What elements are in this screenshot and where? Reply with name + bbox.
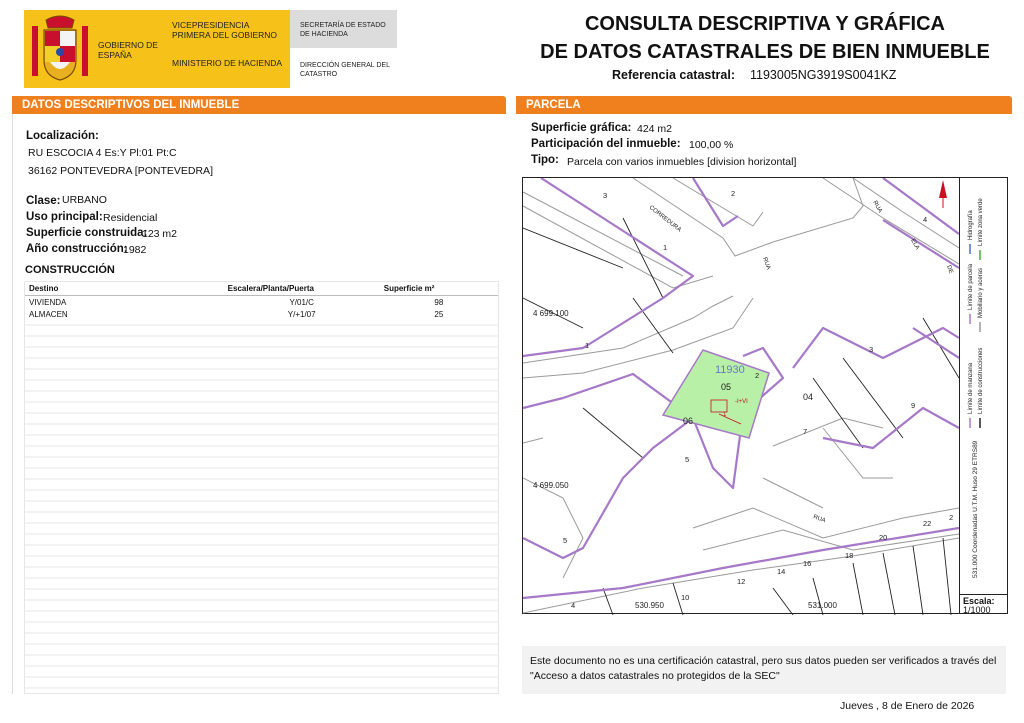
street-de: DE bbox=[945, 264, 954, 275]
sup-grafica-label: Superficie gráfica: bbox=[531, 122, 632, 134]
participacion-label: Participación del inmueble: bbox=[531, 138, 681, 150]
clase-label: Clase: bbox=[26, 195, 61, 207]
legend-coordinates: 531.000 Coordenadas U.T.M. Huso 29 ETRS89 bbox=[972, 440, 979, 578]
document-title bbox=[540, 10, 990, 66]
table-row bbox=[25, 296, 498, 309]
uso-value: Residencial bbox=[103, 212, 158, 224]
edge-number: 22 bbox=[923, 519, 932, 528]
section-bar-datos: DATOS DESCRIPTIVOS DEL INMUEBLE bbox=[12, 96, 506, 114]
mark-ivi: -I+VI bbox=[735, 399, 748, 405]
title-line-1: CONSULTA DESCRIPTIVA Y GRÁFICA bbox=[584, 13, 946, 35]
map-legend bbox=[959, 178, 1008, 594]
subparcel-06: 06 bbox=[683, 416, 694, 426]
dept-direccion: DIRECCIÓN GENERAL DEL CATASTRO bbox=[300, 62, 390, 78]
localizacion-line1: RU ESCOCIA 4 Es:Y Pl:01 Pt:C bbox=[28, 147, 177, 159]
edge-number: 2 bbox=[731, 189, 736, 198]
cell-escalera: Y/01/C bbox=[289, 297, 314, 307]
scale-label: Escala: bbox=[963, 596, 995, 606]
edge-number: 5 bbox=[685, 455, 690, 464]
tipo-value: Parcela con varios inmuebles [division horizontal] bbox=[567, 156, 797, 168]
subparcel-05: 05 bbox=[721, 382, 732, 392]
parcel-number: 11930 bbox=[715, 364, 745, 376]
subparcel-04: 04 bbox=[803, 392, 814, 402]
disclaimer-note: Este documento no es una certificación catastral, pero sus datos pueden ser verificados a través del "Acceso a datos catastrales no protegidos de la SEC" bbox=[522, 646, 1006, 694]
anio-label: Año construcción: bbox=[26, 243, 128, 255]
edge-number: 9 bbox=[911, 401, 916, 410]
section-bar-parcela: PARCELA bbox=[516, 96, 1012, 114]
cadastral-map bbox=[522, 177, 1008, 614]
map-drawing bbox=[523, 178, 1009, 615]
edge-number: 1 bbox=[663, 243, 668, 252]
coord-x2: 531.000 bbox=[808, 601, 837, 610]
gov-label: GOBIERNO DE ESPAÑA bbox=[98, 40, 158, 60]
street-corredura: CORREDURA bbox=[647, 204, 682, 234]
edge-number: 3 bbox=[869, 345, 874, 354]
tipo-label: Tipo: bbox=[531, 154, 559, 166]
table-row bbox=[25, 308, 498, 320]
edge-number: 4 bbox=[571, 601, 576, 610]
legend-hidrografia: Hidrografía bbox=[968, 210, 974, 240]
cell-destino: ALMACEN bbox=[29, 309, 68, 319]
uso-label: Uso principal: bbox=[26, 211, 103, 223]
edge-number: 2 bbox=[949, 513, 954, 522]
legend-limite-construcciones: Límite de construcciones bbox=[978, 347, 984, 414]
coord-y1: 4 699.100 bbox=[533, 309, 569, 318]
mark-1: 1 bbox=[723, 412, 727, 418]
edge-number: 14 bbox=[777, 567, 786, 576]
footer-date: Jueves , 8 de Enero de 2026 bbox=[840, 700, 975, 712]
clase-value: URBANO bbox=[62, 194, 107, 206]
edge-number: 12 bbox=[737, 577, 746, 586]
coat-of-arms-icon bbox=[32, 14, 88, 84]
edge-number: 10 bbox=[681, 593, 690, 602]
street-ela: ELA bbox=[909, 238, 921, 251]
superficie-label: Superficie construida: bbox=[26, 227, 148, 239]
construccion-table bbox=[24, 281, 499, 694]
edge-number: 2 bbox=[755, 371, 760, 380]
participacion-value: 100,00 % bbox=[689, 139, 734, 151]
sup-grafica-value: 424 m2 bbox=[637, 123, 673, 135]
table-header-row bbox=[25, 282, 498, 296]
col-superficie: Superficie m² bbox=[380, 282, 498, 296]
cell-superficie: 25 bbox=[434, 309, 444, 319]
street-rua-2: RUA bbox=[871, 200, 883, 214]
street-rua-3: RUA bbox=[812, 514, 827, 525]
col-escalera: Escalera/Planta/Puerta bbox=[224, 282, 380, 296]
edge-number: 16 bbox=[803, 559, 812, 568]
coord-y2: 4 699.050 bbox=[533, 481, 569, 490]
dept-secretaria: SECRETARÍA DE ESTADO DE HACIENDA bbox=[300, 22, 386, 38]
edge-number: 5 bbox=[563, 536, 568, 545]
superficie-value: 123 m2 bbox=[142, 228, 178, 240]
ministry-hacienda: MINISTERIO DE HACIENDA bbox=[172, 58, 283, 68]
title-line-2: DE DATOS CATASTRALES DE BIEN INMUEBLE bbox=[540, 41, 990, 63]
edge-number: 1 bbox=[585, 341, 590, 350]
coord-x1: 530.950 bbox=[635, 601, 664, 610]
legend-mobiliario: Mobiliario y aceras bbox=[978, 267, 984, 318]
legend-zona-verde: Límite zona verde bbox=[978, 198, 984, 246]
edge-number: 20 bbox=[879, 533, 888, 542]
col-destino: Destino bbox=[25, 282, 224, 296]
legend-limite-parcela: Límite de parcela bbox=[968, 263, 974, 310]
cell-destino: VIVIENDA bbox=[29, 297, 67, 307]
ministry-vice: VICEPRESIDENCIA PRIMERA DEL GOBIERNO bbox=[172, 20, 278, 40]
cell-superficie: 98 bbox=[434, 297, 444, 307]
localizacion-line2: 36162 PONTEVEDRA [PONTEVEDRA] bbox=[28, 165, 213, 177]
scale-value: 1/1000 bbox=[963, 605, 991, 615]
construccion-title: CONSTRUCCIÓN bbox=[25, 264, 115, 276]
edge-number: 18 bbox=[845, 551, 854, 560]
edge-number: 4 bbox=[923, 215, 928, 224]
legend-limite-manzana: Límite de manzana bbox=[968, 362, 974, 414]
localizacion-label: Localización: bbox=[26, 130, 99, 142]
ref-value: 1193005NG3919S0041KZ bbox=[750, 68, 897, 82]
edge-number: 7 bbox=[803, 427, 808, 436]
street-rua-1: RUA bbox=[761, 256, 772, 271]
edge-number: 3 bbox=[603, 191, 608, 200]
ref-label: Referencia catastral: bbox=[612, 68, 735, 82]
anio-value: 1982 bbox=[123, 244, 147, 256]
cell-escalera: Y/+1/07 bbox=[287, 309, 316, 319]
